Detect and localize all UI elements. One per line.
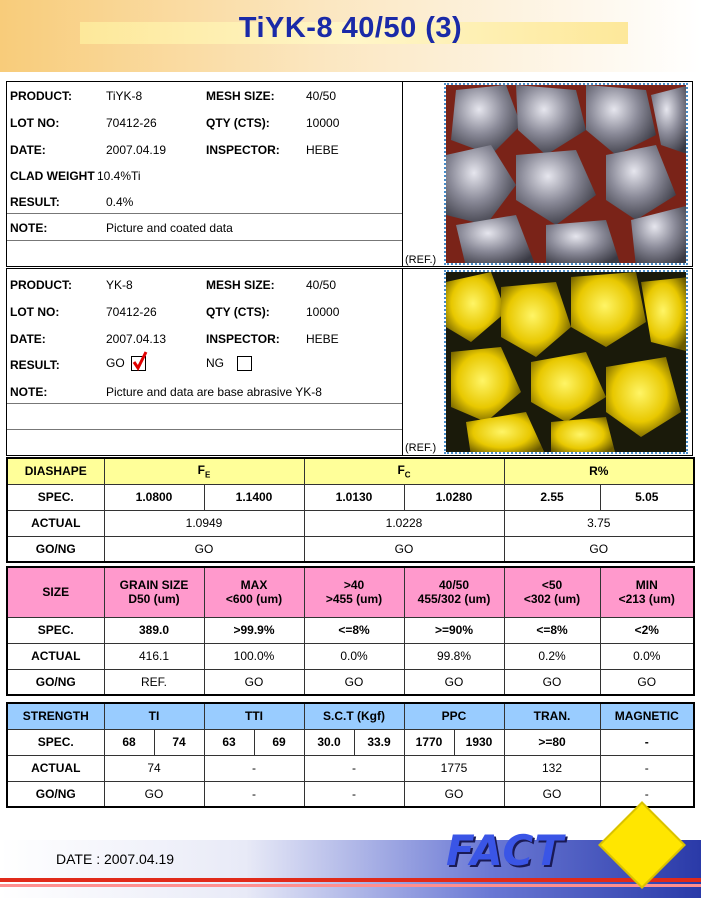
row-divider	[7, 429, 402, 430]
spec-cell: 1770	[404, 729, 454, 755]
note-value: Picture and data are base abrasive YK-8	[106, 385, 322, 399]
ng-checkbox[interactable]	[237, 356, 252, 371]
base-info-box	[6, 268, 403, 456]
strength-header: STRENGTH	[7, 703, 104, 729]
spec-cell: 1930	[454, 729, 504, 755]
note-label: NOTE:	[10, 221, 48, 235]
spec-cell: >99.9%	[204, 617, 304, 643]
gong-label: GO/NG	[7, 781, 104, 807]
spec-cell: 30.0	[304, 729, 354, 755]
gong-cell: -	[304, 781, 404, 807]
spec-cell: -	[600, 729, 694, 755]
actual-cell: 3.75	[504, 510, 694, 536]
spec-cell: 2.55	[504, 484, 600, 510]
gong-cell: GO	[304, 669, 404, 695]
gong-cell: -	[600, 781, 694, 807]
lt50-header: <50 <302 (um)	[504, 567, 600, 617]
r-percent-header: R%	[504, 458, 694, 484]
row-divider	[7, 403, 402, 404]
qty-value: 10000	[306, 305, 340, 319]
inspector-label: INSPECTOR:	[206, 143, 280, 157]
spec-cell: 69	[254, 729, 304, 755]
qty-value: 10000	[306, 116, 340, 130]
result-label: RESULT:	[10, 358, 60, 372]
spec-cell: 74	[154, 729, 204, 755]
row-divider	[7, 240, 402, 241]
lot-value: 70412-26	[106, 305, 157, 319]
checkmark-icon	[131, 351, 149, 371]
spec-cell: 68	[104, 729, 154, 755]
diashape-table	[6, 457, 695, 563]
coated-crystals-image	[446, 85, 688, 265]
actual-cell: 0.0%	[304, 643, 404, 669]
tti-header: TTI	[204, 703, 304, 729]
qty-label: QTY (CTS):	[206, 305, 270, 319]
lot-value: 70412-26	[106, 116, 157, 130]
gong-cell: GO	[504, 669, 600, 695]
gt40-header: >40 >455 (um)	[304, 567, 404, 617]
clad-weight-value: 10.4%Ti	[97, 169, 141, 183]
result-go-option	[106, 356, 146, 371]
page-title: TiYK-8 40/50 (3)	[238, 12, 463, 44]
actual-cell: 1.0949	[104, 510, 304, 536]
date-label: DATE:	[10, 143, 46, 157]
footer-pink-line	[0, 884, 701, 887]
result-value: 0.4%	[106, 195, 134, 209]
spec-cell: 1.1400	[204, 484, 304, 510]
result-label: RESULT:	[10, 195, 60, 209]
diashape-spec-row	[7, 484, 694, 510]
actual-cell: -	[204, 755, 304, 781]
product-label: PRODUCT:	[10, 89, 72, 103]
spec-cell: <=8%	[504, 617, 600, 643]
gong-cell: GO	[504, 781, 600, 807]
spec-cell: 1.0800	[104, 484, 204, 510]
spec-label: SPEC.	[7, 617, 104, 643]
actual-cell: 416.1	[104, 643, 204, 669]
spec-cell: 33.9	[354, 729, 404, 755]
coated-diamond-photo	[444, 83, 688, 265]
spec-cell: 1.0280	[404, 484, 504, 510]
gong-label: GO/NG	[7, 669, 104, 695]
fe-header: $F_E$	[104, 458, 304, 484]
min-header: MIN <213 (um)	[600, 567, 694, 617]
spec-label: SPEC.	[7, 729, 104, 755]
spec-label: SPEC.	[7, 484, 104, 510]
inspector-value: HEBE	[306, 143, 339, 157]
gong-cell: GO	[404, 669, 504, 695]
fact-logo: FACT	[446, 826, 564, 875]
base-ref-note: (REF.)	[405, 442, 437, 454]
inspector-label: INSPECTOR:	[206, 332, 280, 346]
fc-header: $F_C$	[304, 458, 504, 484]
gong-cell: GO	[204, 669, 304, 695]
size-table	[6, 566, 695, 696]
lot-label: LOT NO:	[10, 305, 60, 319]
size-spec-row	[7, 617, 694, 643]
lot-label: LOT NO:	[10, 116, 60, 130]
go-label: GO	[106, 356, 125, 370]
strength-gong-row	[7, 781, 694, 807]
strength-spec-row	[7, 729, 694, 755]
spec-cell: <=8%	[304, 617, 404, 643]
size-header-row	[7, 567, 694, 617]
ti-header: TI	[104, 703, 204, 729]
actual-cell: 1775	[404, 755, 504, 781]
gong-cell: GO	[504, 536, 694, 562]
actual-cell: 0.0%	[600, 643, 694, 669]
actual-cell: -	[304, 755, 404, 781]
coated-ref-note: (REF.)	[405, 254, 437, 266]
gong-cell: REF.	[104, 669, 204, 695]
gong-label: GO/NG	[7, 536, 104, 562]
mesh-size-value: 40/50	[306, 89, 337, 103]
clad-weight-label: CLAD WEIGHT	[10, 169, 95, 183]
actual-label: ACTUAL	[7, 755, 104, 781]
gong-cell: GO	[104, 781, 204, 807]
grain-size-header: GRAIN SIZE D50 (um)	[104, 567, 204, 617]
footer-gradient-band	[0, 840, 701, 898]
product-value: YK-8	[106, 278, 133, 292]
gong-cell: GO	[404, 781, 504, 807]
date-value: 2007.04.13	[106, 332, 167, 346]
qty-label: QTY (CTS):	[206, 116, 270, 130]
actual-label: ACTUAL	[7, 510, 104, 536]
row-divider	[7, 213, 402, 214]
size-actual-row	[7, 643, 694, 669]
spec-cell: 1.0130	[304, 484, 404, 510]
mesh-size-label: MESH SIZE:	[206, 89, 275, 103]
magnetic-header: MAGNETIC	[600, 703, 694, 729]
spec-cell: <2%	[600, 617, 694, 643]
sct-header: S.C.T (Kgf)	[304, 703, 404, 729]
coated-info-box	[6, 81, 403, 267]
gong-cell: GO	[104, 536, 304, 562]
date-value: 2007.04.19	[106, 143, 167, 157]
mesh-40-50-header: 40/50 455/302 (um)	[404, 567, 504, 617]
actual-cell: 1.0228	[304, 510, 504, 536]
inspector-value: HEBE	[306, 332, 339, 346]
strength-header-row	[7, 703, 694, 729]
actual-cell: 0.2%	[504, 643, 600, 669]
actual-cell: 132	[504, 755, 600, 781]
diashape-actual-row	[7, 510, 694, 536]
go-checkbox[interactable]	[131, 356, 146, 371]
diashape-header-row	[7, 458, 694, 484]
actual-cell: -	[600, 755, 694, 781]
diashape-header: DIASHAPE	[7, 458, 104, 484]
note-value: Picture and coated data	[106, 221, 233, 235]
spec-cell: 389.0	[104, 617, 204, 643]
product-value: TiYK-8	[106, 89, 143, 103]
max-header: MAX <600 (um)	[204, 567, 304, 617]
mesh-size-value: 40/50	[306, 278, 337, 292]
actual-cell: 99.8%	[404, 643, 504, 669]
ng-label: NG	[206, 356, 224, 370]
gong-cell: -	[204, 781, 304, 807]
diashape-gong-row	[7, 536, 694, 562]
gong-cell: GO	[600, 669, 694, 695]
spec-cell: 63	[204, 729, 254, 755]
spec-cell: >=80	[504, 729, 600, 755]
ppc-header: PPC	[404, 703, 504, 729]
footer-red-line	[0, 878, 701, 882]
result-ng-option	[206, 356, 252, 371]
actual-cell: 100.0%	[204, 643, 304, 669]
date-label: DATE:	[10, 332, 46, 346]
strength-table	[6, 702, 695, 808]
footer-date: DATE : 2007.04.19	[56, 851, 175, 867]
mesh-size-label: MESH SIZE:	[206, 278, 275, 292]
tran-header: TRAN.	[504, 703, 600, 729]
strength-actual-row	[7, 755, 694, 781]
actual-cell: 74	[104, 755, 204, 781]
size-header: SIZE	[7, 567, 104, 617]
spec-cell: >=90%	[404, 617, 504, 643]
note-label: NOTE:	[10, 385, 48, 399]
base-diamond-photo	[444, 270, 688, 454]
gong-cell: GO	[304, 536, 504, 562]
base-crystals-image	[446, 272, 688, 454]
actual-label: ACTUAL	[7, 643, 104, 669]
size-gong-row	[7, 669, 694, 695]
product-label: PRODUCT:	[10, 278, 72, 292]
spec-cell: 5.05	[600, 484, 694, 510]
